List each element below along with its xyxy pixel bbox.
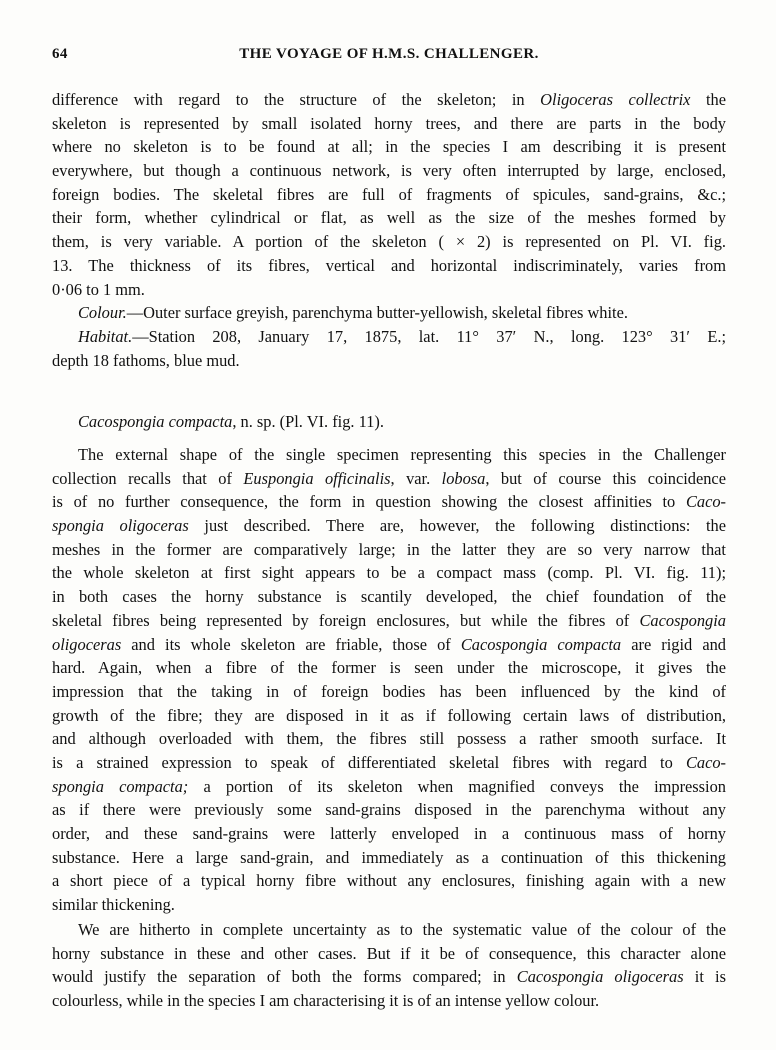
species-name: Cacospongia compacta — [78, 412, 233, 431]
page-header — [52, 46, 726, 68]
text-line: as if there were previously some sand-grains disposed in the parenchyma without any — [52, 800, 726, 820]
text-line: collection recalls that of Euspongia officinalis, var. lobosa, but of course this coincidence — [52, 468, 726, 488]
text-line: skeletal fibres being represented by foreign enclosures, but while the fibres of Cacospongia — [52, 610, 726, 630]
paragraph-colour-discussion — [52, 918, 726, 1013]
text-line: The external shape of the single specimen representing this species in the Challenger — [78, 445, 726, 464]
text-line: them, is very variable. A portion of the skeleton ( × 2) is represented on Pl. VI. fig. — [52, 232, 726, 252]
text-line: We are hitherto in complete uncertainty as to the systematic value of the colour of the — [78, 920, 726, 939]
habitat-label: Habitat. — [78, 327, 133, 346]
paragraph-species-description — [52, 443, 726, 917]
paragraph-skeleton-description — [52, 88, 726, 301]
text-line: difference with regard to the structure of the skeleton; in Oligoceras collectrix the — [52, 90, 726, 109]
colour-entry — [52, 301, 726, 325]
text-line: similar thickening. — [52, 895, 175, 915]
text-line: depth 18 fathoms, blue mud. — [52, 350, 240, 370]
text-line: skeleton is represented by small isolated horny trees, and there are parts in the body — [52, 113, 726, 133]
text-line: Cacospongia compacta, n. sp. (Pl. VI. fig. 11). — [78, 412, 384, 431]
text-line: oligoceras and its whole skeleton are friable, those of Cacospongia compacta are rigid and — [52, 634, 726, 654]
taxon-name: Oligoceras collectrix — [540, 90, 691, 109]
text-line: is of no further consequence, the form in question showing the closest affinities to Caco- — [52, 492, 726, 512]
text-line: 0·06 to 1 mm. — [52, 279, 145, 299]
text-line: is a strained expression to speak of differentiated skeletal fibres with regard to Caco- — [52, 752, 726, 772]
text-line: colourless, while in the species I am characterising it is of an intense yellow colour. — [52, 991, 600, 1011]
colour-label: Colour. — [78, 303, 127, 322]
text-line: meshes in the former are comparatively large; in the latter they are so very narrow that — [52, 539, 726, 559]
text-line: their form, whether cylindrical or flat, as well as the size of the meshes formed by — [52, 208, 726, 228]
text-line: everywhere, but though a continuous network, is very often interrupted by large, enclosed, — [52, 161, 726, 181]
text-line: Colour.—Outer surface greyish, parenchyma butter-yellowish, skeletal fibres white. — [78, 303, 628, 322]
text-line: Habitat.—Station 208, January 17, 1875, lat. 11° 37′ N., long. 123° 31′ E.; — [78, 327, 726, 346]
running-title: THE VOYAGE OF H.M.S. CHALLENGER. — [239, 46, 539, 62]
text-line: spongia compacta; a portion of its skeleton when magnified conveys the impression — [52, 776, 726, 796]
habitat-entry — [52, 325, 726, 372]
text-line: the whole skeleton at first sight appears to be a compact mass (comp. Pl. VI. fig. 11); — [52, 563, 726, 583]
text-line: in both cases the horny substance is scantily developed, the chief foundation of the — [52, 587, 726, 607]
text-line: would justify the separation of both the forms compared; in Cacospongia oligoceras it is — [52, 967, 726, 987]
text-line: and although overloaded with them, the fibres still possess a rather smooth surface. It — [52, 729, 726, 749]
text-line: foreign bodies. The skeletal fibres are full of fragments of spicules, sand-grains, &c.; — [52, 184, 726, 204]
text-line: horny substance in these and other cases. But if it be of consequence, this character alone — [52, 943, 726, 963]
text-line: order, and these sand-grains were latterly enveloped in a continuous mass of horny — [52, 824, 726, 843]
page-number: 64 — [52, 46, 68, 62]
text-line: impression that the taking in of foreign bodies has been influenced by the kind of — [52, 681, 726, 701]
text-line: growth of the fibre; they are disposed in it as if following certain laws of distribution, — [52, 705, 726, 725]
text-line: substance. Here a large sand-grain, and immediately as a continuation of this thickening — [52, 847, 726, 867]
text-line: hard. Again, when a fibre of the former is seen under the microscope, it gives the — [52, 658, 726, 678]
species-heading — [52, 410, 726, 434]
text-line: a short piece of a typical horny fibre without any enclosures, finishing again with a new — [52, 871, 726, 891]
text-line: 13. The thickness of its fibres, vertical and horizontal indiscriminately, varies from — [52, 255, 726, 275]
text-line: where no skeleton is to be found at all; in the species I am describing it is present — [52, 137, 726, 157]
text-line: spongia oligoceras just described. There are, however, the following distinctions: the — [52, 516, 727, 536]
